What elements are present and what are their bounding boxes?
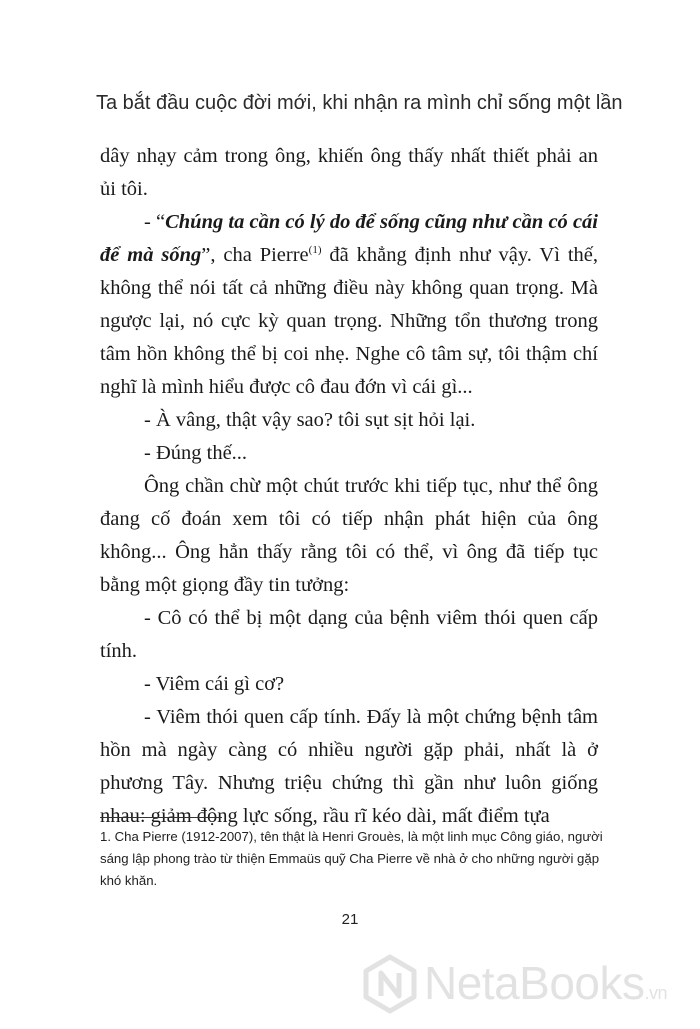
quote-dash: - “ [144, 211, 166, 233]
footnote-marker[interactable]: (1) [308, 244, 322, 257]
paragraph-4: - Đúng thế... [144, 442, 248, 464]
paragraph-3: - À vâng, thật vậy sao? tôi sụt sịt hỏi lại. [144, 409, 476, 431]
paragraph-1: dây nhạy cảm trong ông, khiến ông thấy nhất thiết phải an ủi tôi. [100, 145, 598, 200]
paragraph-7: - Viêm cái gì cơ? [144, 673, 285, 695]
paragraph-5: Ông chần chừ một chút trước khi tiếp tục, như thể ông đang cố đoán xem tôi có tiếp nhận phát hiện của ông không... Ông hẳn thấy rằng tôi có thể, vì ông đã tiếp tục bằng một giọng đầy tin tưởng: [100, 475, 598, 596]
watermark [362, 950, 692, 1020]
pierre-quote: Chúng ta cần có lý do để sống cũng như cần có cái để mà sống [100, 211, 598, 266]
footnote-text: 1. Cha Pierre (1912-2007), tên thật là Henri Grouès, là một linh mục Công giáo, người sáng lập phong trào từ thiện Emmaüs quỹ Cha Pierre về nhà ở cho những người gặp khó khăn. [100, 829, 603, 888]
watermark-suffix: .vn [644, 983, 668, 1003]
netabooks-logo-icon [362, 954, 418, 1014]
watermark-text [424, 956, 667, 1010]
watermark-brand: NetaBooks [424, 957, 645, 1009]
body-text [100, 140, 598, 833]
running-header: Ta bắt đầu cuộc đời mới, khi nhận ra mình chỉ sống một lần [96, 92, 623, 114]
paragraph-2 [100, 206, 598, 404]
footnote-divider [100, 817, 222, 818]
page-number: 21 [341, 911, 359, 928]
paragraph-8: - Viêm thói quen cấp tính. Đấy là một chứng bệnh tâm hồn mà ngày càng có nhiều người gặp phải, nhất là ở phương Tây. Nhưng triệu chứng thì gần như luôn giống nhau: giảm động lực sống, rầu rĩ kéo dài, mất điểm tựa [100, 706, 598, 827]
paragraph-6: - Cô có thể bị một dạng của bệnh viêm thói quen cấp tính. [100, 607, 598, 662]
quote-attribution: ”, cha Pierre [201, 244, 309, 266]
footnote [100, 826, 620, 892]
paragraph-2-rest: đã khẳng định như vậy. Vì thế, không thể nói tất cả những điều này không quan trọng. Mà ngược lại, nó cực kỳ quan trọng. Những tổn thương trong tâm hồn không thể bị coi nhẹ. Nghe cô tâm sự, tôi thậm chí nghĩ là mình hiểu được cô đau đớn vì cái gì... [100, 244, 598, 398]
